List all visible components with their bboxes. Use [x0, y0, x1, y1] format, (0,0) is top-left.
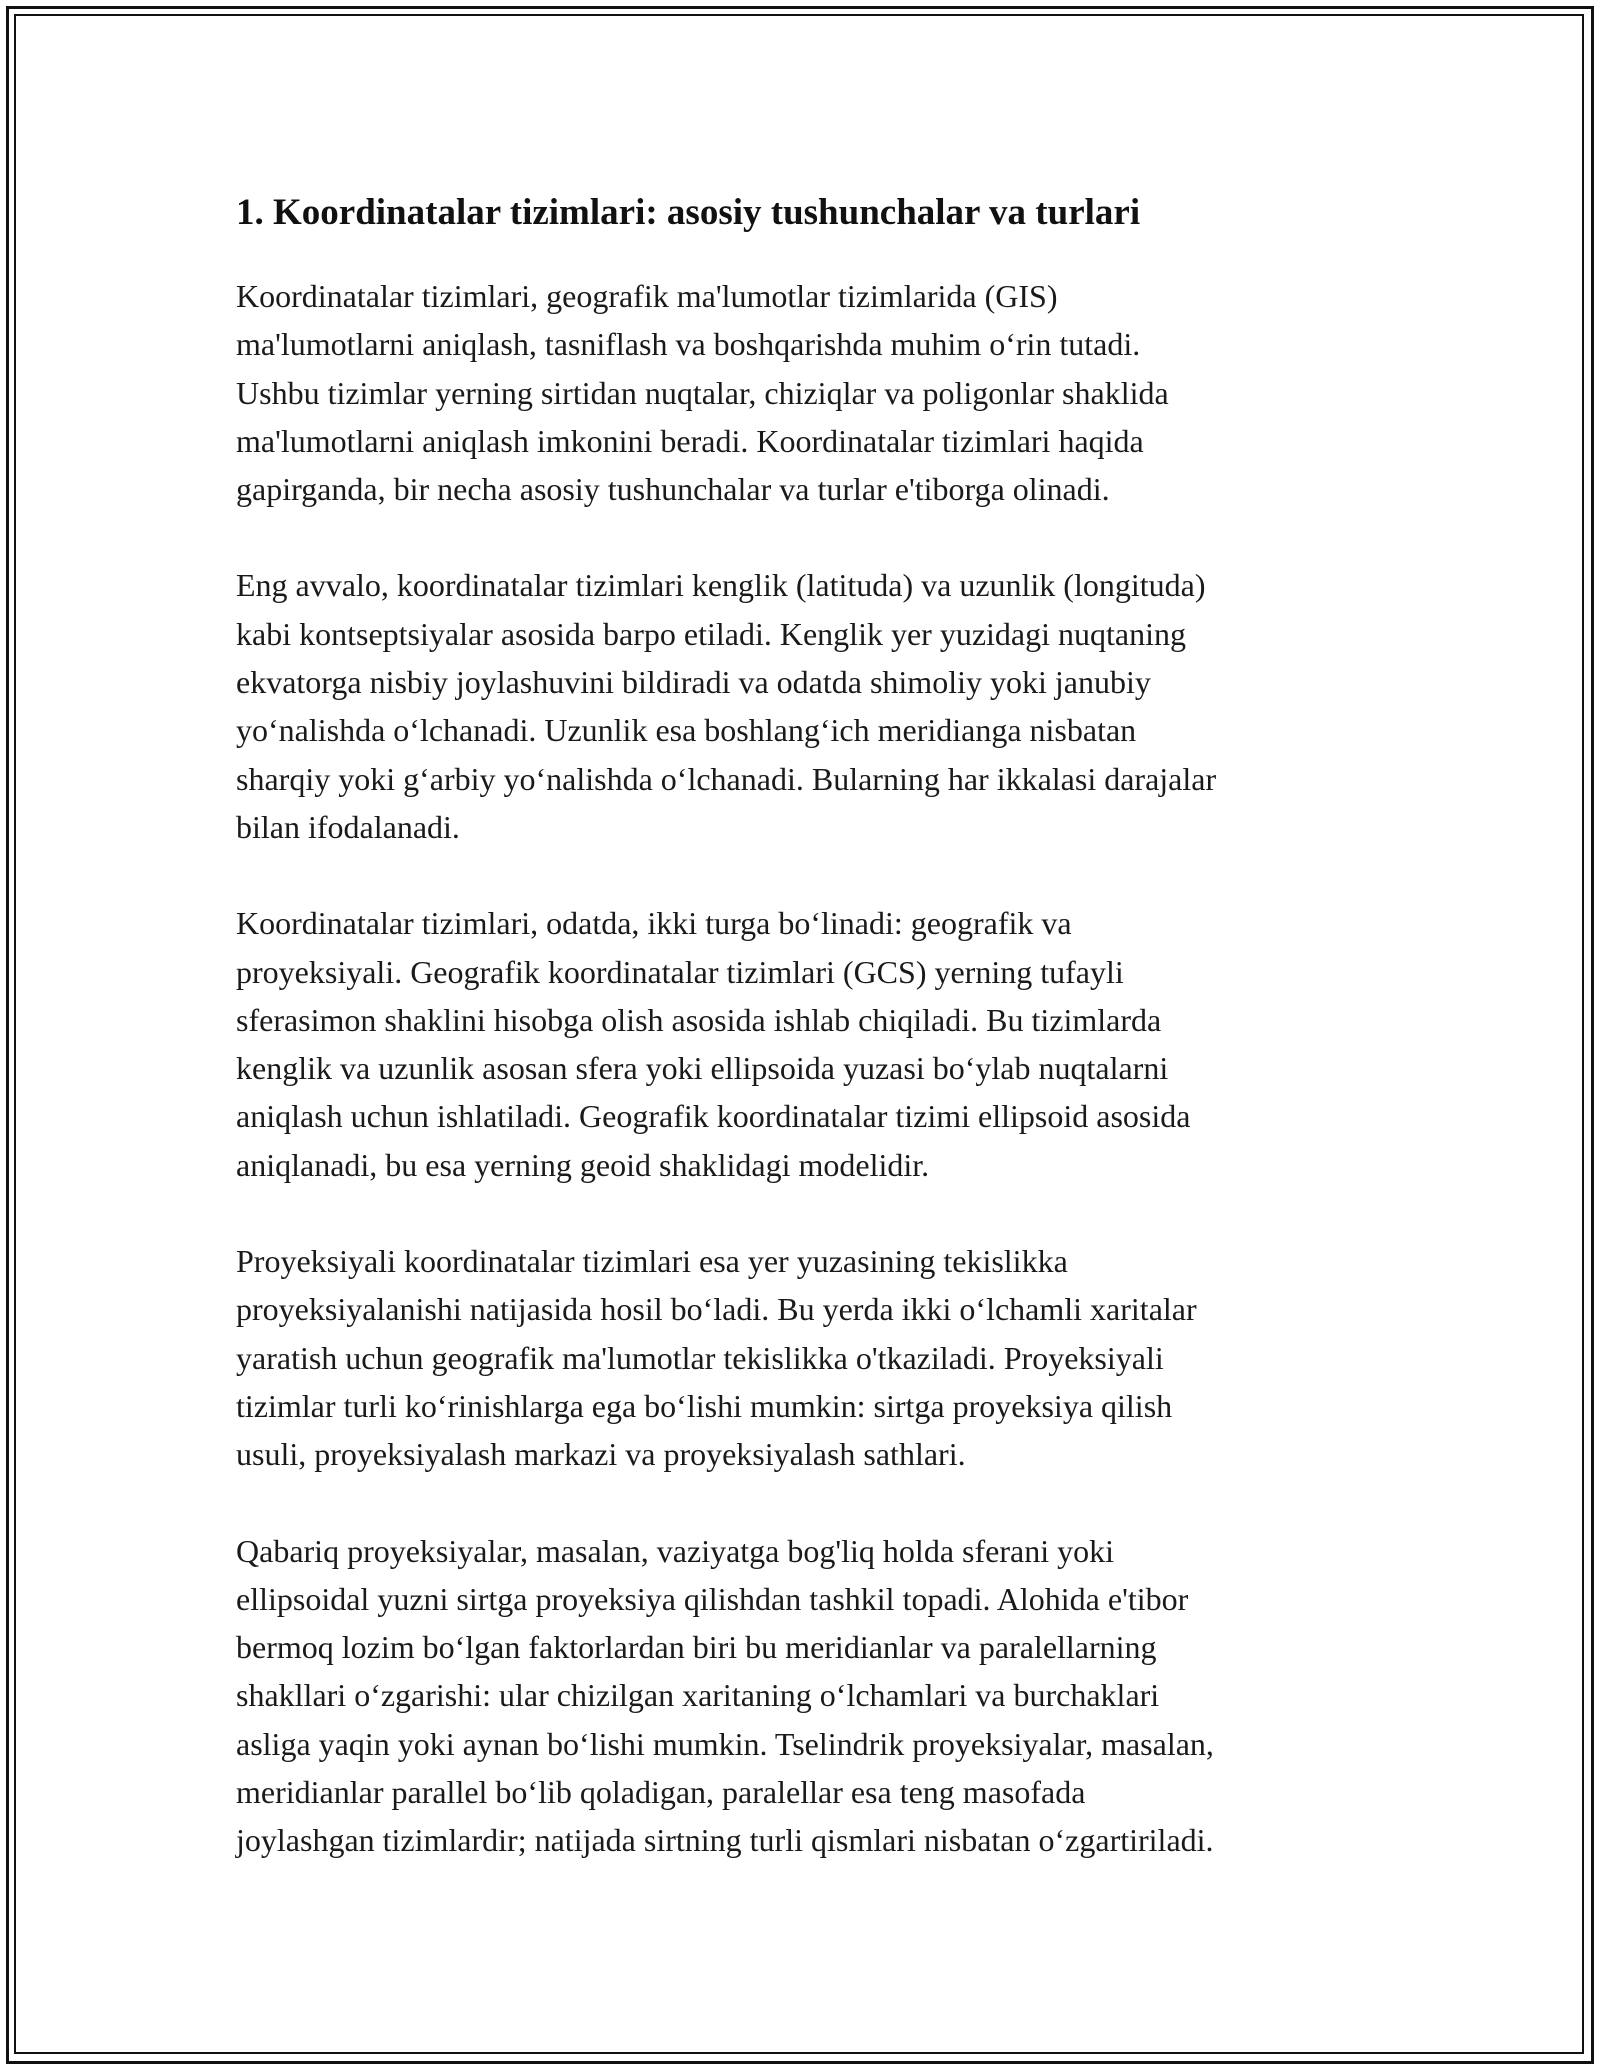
text-line: ekvatorga nisbiy joylashuvini bildiradi va odatda shimoliy yoki janubiy: [236, 664, 1151, 701]
paragraph-5: [236, 1527, 1366, 1865]
text-line: sharqiy yoki g‘arbiy yo‘nalishda o‘lchanadi. Bularning har ikkalasi darajalar: [236, 760, 1217, 797]
text-line: bermoq lozim bo‘lgan faktorlardan biri bu meridianlar va paralellarning: [236, 1629, 1157, 1666]
section-title: 1. Koordinatalar tizimlari: asosiy tushunchalar va turlari: [236, 192, 1141, 233]
text-line: Koordinatalar tizimlari, odatda, ikki turga bo‘linadi: geografik va: [236, 905, 1072, 942]
text-line: asliga yaqin yoki aynan bo‘lishi mumkin. Tselindrik proyeksiyalar, masalan,: [236, 1725, 1214, 1762]
text-line: tizimlar turli ko‘rinishlarga ega bo‘lishi mumkin: sirtga proyeksiya qilish: [236, 1387, 1173, 1424]
text-line: ma'lumotlarni aniqlash imkonini beradi. Koordinatalar tizimlari haqida: [236, 422, 1144, 459]
text-line: kenglik va uzunlik asosan sfera yoki ellipsoida yuzasi bo‘ylab nuqtalarni: [236, 1050, 1169, 1087]
text-line: aniqlash uchun ishlatiladi. Geografik koordinatalar tizimi ellipsoid asosida: [236, 1098, 1191, 1135]
text-line: ellipsoidal yuzni sirtga proyeksiya qilishdan tashkil topadi. Alohida e'tibor: [236, 1580, 1189, 1617]
text-line: bilan ifodalanadi.: [236, 808, 460, 845]
text-line: proyeksiyalanishi natijasida hosil bo‘ladi. Bu yerda ikki o‘lchamli xaritalar: [236, 1291, 1197, 1328]
text-line: Ushbu tizimlar yerning sirtidan nuqtalar, chiziqlar va poligonlar shaklida: [236, 374, 1169, 411]
text-line: Qabariq proyeksiyalar, masalan, vaziyatga bog'liq holda sferani yoki: [236, 1532, 1114, 1569]
text-line: yo‘nalishda o‘lchanadi. Uzunlik esa boshlang‘ich meridianga nisbatan: [236, 712, 1137, 749]
text-line: usuli, proyeksiyalash markazi va proyeksiyalash sathlari.: [236, 1436, 966, 1473]
paragraph-4: [236, 1237, 1366, 1478]
text-line: joylashgan tizimlardir; natijada sirtning turli qismlari nisbatan o‘zgartiriladi.: [236, 1822, 1214, 1859]
paragraph-2: [236, 561, 1366, 851]
text-line: meridianlar parallel bo‘lib qoladigan, paralellar esa teng masofada: [236, 1774, 1086, 1811]
paragraph-3: [236, 899, 1366, 1189]
text-line: sferasimon shaklini hisobga olish asosida ishlab chiqiladi. Bu tizimlarda: [236, 1001, 1162, 1038]
text-line: Proyeksiyali koordinatalar tizimlari esa yer yuzasining tekislikka: [236, 1243, 1068, 1280]
text-line: gapirganda, bir necha asosiy tushunchalar va turlar e'tiborga olinadi.: [236, 471, 1110, 508]
text-line: Koordinatalar tizimlari, geografik ma'lumotlar tizimlarida (GIS): [236, 278, 1058, 314]
paragraph-1: [236, 272, 1366, 513]
text-line: shakllari o‘zgarishi: ular chizilgan xaritaning o‘lchamlari va burchaklari: [236, 1677, 1160, 1714]
text-line: ma'lumotlarni aniqlash, tasniflash va boshqarishda muhim o‘rin tutadi.: [236, 326, 1141, 363]
text-line: proyeksiyali. Geografik koordinatalar tizimlari (GCS) yerning tufayli: [236, 953, 1124, 990]
text-line: Eng avvalo, koordinatalar tizimlari kenglik (latituda) va uzunlik (longituda): [236, 567, 1206, 604]
text-line: kabi kontseptsiyalar asosida barpo etiladi. Kenglik yer yuzidagi nuqtaning: [236, 615, 1186, 652]
text-line: aniqlanadi, bu esa yerning geoid shaklidagi modelidir.: [236, 1146, 930, 1183]
text-line: yaratish uchun geografik ma'lumotlar tekislikka o'tkaziladi. Proyeksiyali: [236, 1339, 1164, 1376]
document-body: [236, 186, 1366, 1913]
